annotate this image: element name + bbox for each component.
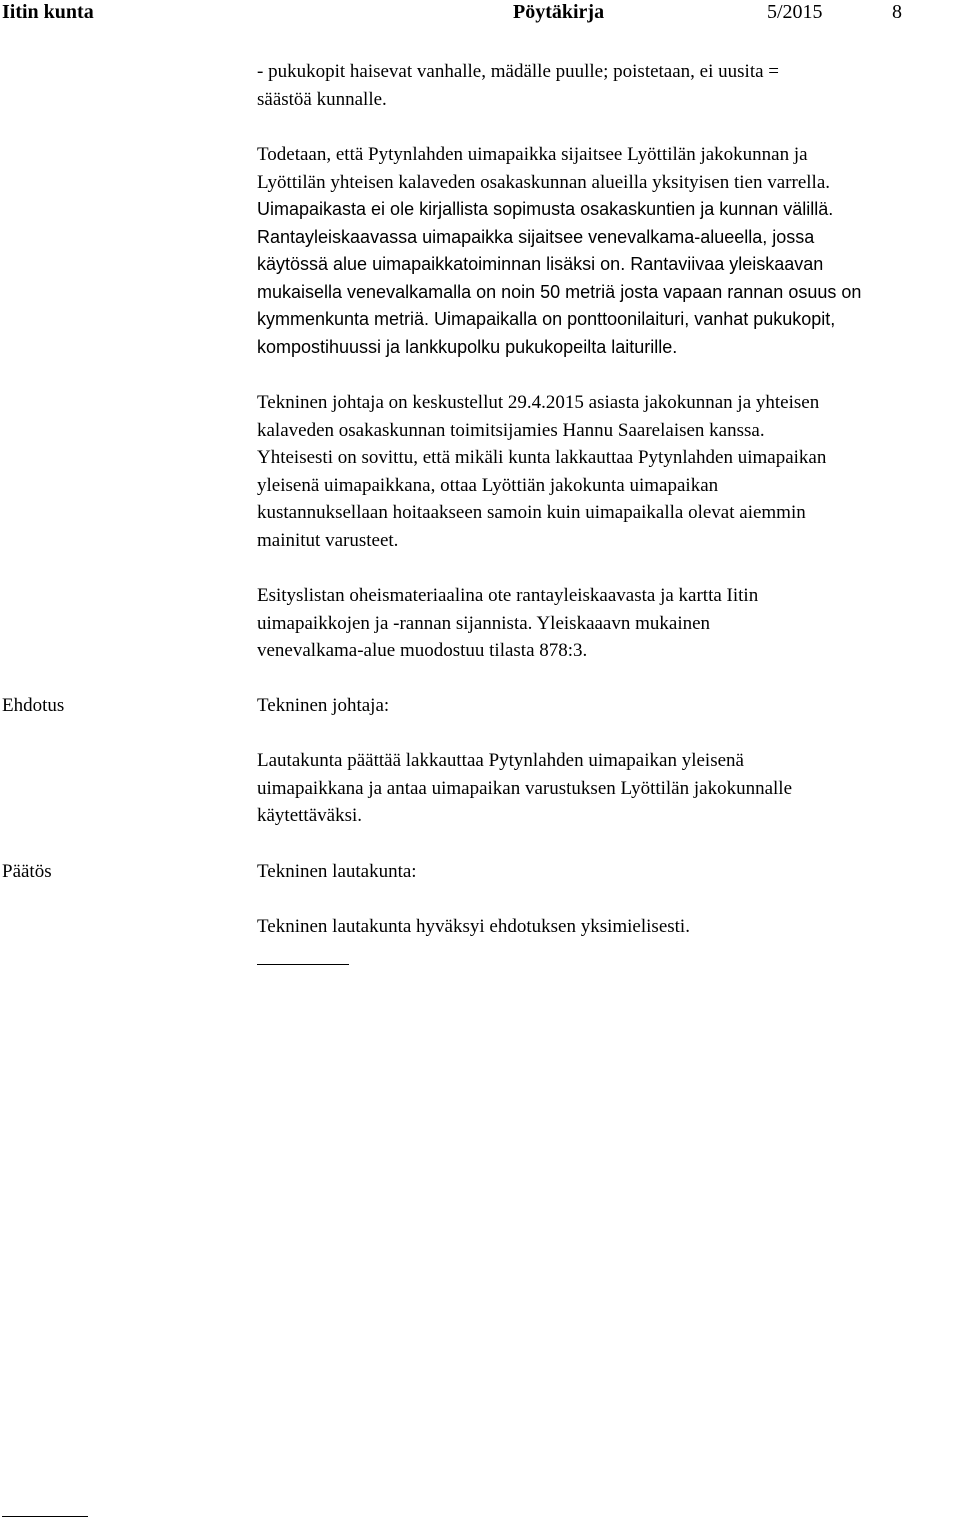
page-number: 8	[892, 1, 902, 23]
document-number: 5/2015	[767, 1, 823, 23]
paragraph-discussion: Tekninen johtaja on keskustellut 29.4.2015 asiasta jakokunnan ja yhteisen kalaveden osakaskunnan toimitsijamies Hannu Saarelaisen kanssa. Yhteisesti on sovittu, että mikäli kunta lakkauttaa Pytynlahden uimapaikan yleisenä uimapaikkana, ottaa Lyöttiän jakokunta uimapaikan kustannuksellaan hoitaakseen samoin kuin uimapaikalla olevat aiemmin mainitut varusteet.	[257, 392, 827, 551]
proposal-label: Ehdotus	[2, 695, 65, 716]
decision-body: Tekninen lautakunta:	[257, 861, 417, 882]
section-end-rule	[257, 964, 349, 965]
proposal-presenter: Tekninen johtaja:	[257, 695, 390, 716]
paragraph-pukukopit: - pukukopit haisevat vanhalle, mädälle puulle; poistetaan, ei uusita = säästöä kunnalle.	[257, 61, 779, 110]
paragraph-agreement: Uimapaikasta ei ole kirjallista sopimusta osakaskuntien ja kunnan välillä. Rantayleiskaavassa uimapaikka sijaitsee venevalkama-alueella, jossa käytössä alue uimapaikkatoiminnan lisäksi on. Rantaviivaa yleiskaavan mukaisella venevalkamalla on noin 50 metriä josta vapaan rannan osuus on kymmenkunta metriä. Uimapaikalla on ponttoonilaituri, vanhat pukukopit, kompostihuussi ja lankkupolku pukukopeilta laiturille.	[257, 199, 862, 357]
decision-text: Tekninen lautakunta hyväksyi ehdotuksen yksimielisesti.	[257, 916, 690, 937]
organization-name: Iitin kunta	[2, 1, 94, 23]
proposal-text: Lautakunta päättää lakkauttaa Pytynlahden uimapaikan yleisenä uimapaikkana ja antaa uimapaikan varustuksen Lyöttilän jakokunnalle käytettäväksi.	[257, 750, 792, 827]
decision-label: Päätös	[2, 861, 52, 882]
paragraph-location: Todetaan, että Pytynlahden uimapaikka sijaitsee Lyöttilän jakokunnan ja Lyöttilän yhteisen kalaveden osakaskunnan alueilla yksityisen tien varrella.	[257, 144, 830, 193]
document-type: Pöytäkirja	[513, 1, 605, 23]
footer-rule	[2, 1516, 88, 1517]
paragraph-attachments: Esityslistan oheismateriaalina ote rantayleiskaavasta ja kartta Iitin uimapaikkojen ja -rannan sijannista. Yleiskaaavn mukainen venevalkama-alue muodostuu tilasta 878:3.	[257, 585, 759, 662]
